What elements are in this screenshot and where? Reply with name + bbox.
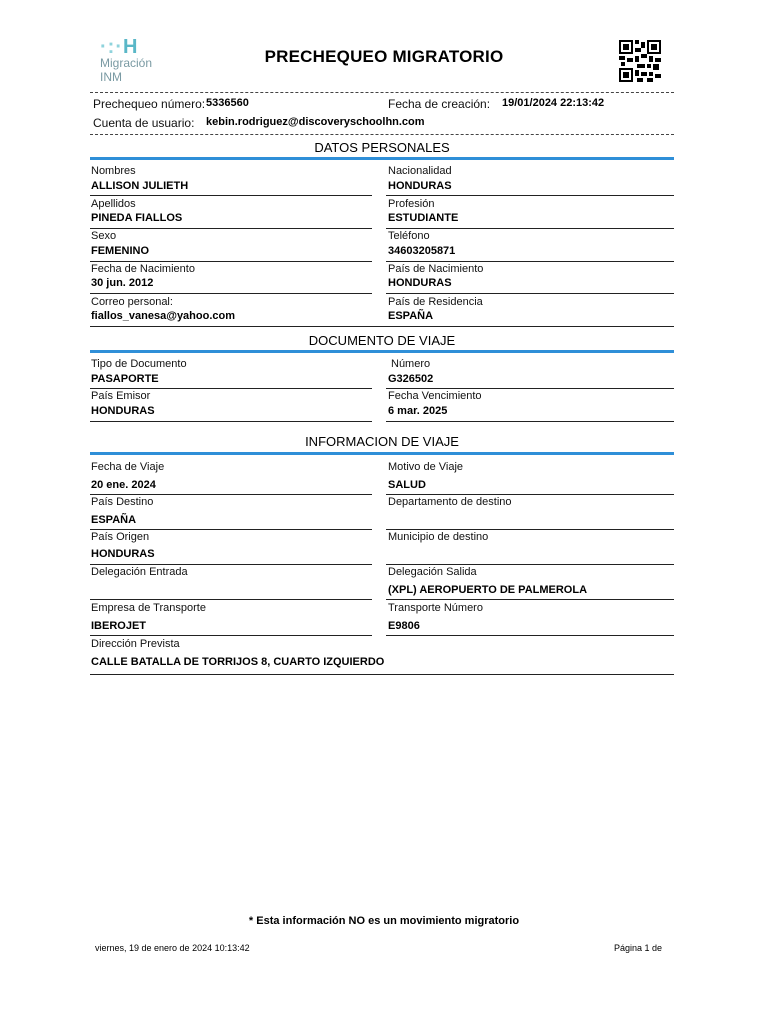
field-underline: [90, 494, 372, 495]
pais-destino-label: País Destino: [91, 496, 154, 508]
fecha-nacimiento-value: 30 jun. 2012: [91, 277, 154, 289]
telefono-value: 34603205871: [388, 245, 456, 257]
empresa-transporte-label: Empresa de Transporte: [91, 602, 206, 614]
pais-nacimiento-value: HONDURAS: [388, 277, 452, 289]
fecha-viaje-label: Fecha de Viaje: [91, 461, 165, 473]
logo-subtext: INM: [100, 70, 122, 84]
page-title: PRECHEQUEO MIGRATORIO: [264, 47, 504, 66]
section-title-datos-personales: DATOS PERSONALES: [314, 140, 450, 155]
divider: [90, 134, 674, 135]
nombres-label: Nombres: [91, 165, 136, 177]
field-underline: [386, 635, 674, 636]
transporte-numero-label: Transporte Número: [388, 602, 483, 614]
prechequeo-label: Prechequeo número:: [93, 97, 206, 111]
numero-label: Número: [391, 358, 431, 370]
nombres-value: ALLISON JULIETH: [91, 180, 189, 192]
pais-origen-label: País Origen: [91, 531, 150, 543]
municipio-destino-label: Municipio de destino: [388, 531, 489, 543]
field-underline: [386, 195, 674, 196]
tipo-documento-value: PASAPORTE: [91, 373, 159, 385]
field-underline: [90, 388, 372, 389]
tipo-documento-label: Tipo de Documento: [91, 358, 187, 370]
fecha-vencimiento-value: 6 mar. 2025: [388, 405, 448, 417]
divider: [90, 92, 674, 93]
cuenta-label: Cuenta de usuario:: [93, 116, 195, 130]
apellidos-value: PINEDA FIALLOS: [91, 212, 183, 224]
disclaimer-note: * Esta información NO es un movimiento migratorio: [248, 915, 520, 927]
pais-emisor-value: HONDURAS: [91, 405, 155, 417]
nacionalidad-label: Nacionalidad: [388, 165, 452, 177]
field-underline: [90, 635, 372, 636]
field-underline: [90, 195, 372, 196]
fecha-creacion-label: Fecha de creación:: [388, 97, 491, 111]
section-title-documento-viaje: DOCUMENTO DE VIAJE: [308, 333, 456, 348]
delegacion-entrada-label: Delegación Entrada: [91, 566, 188, 578]
numero-value: G326502: [388, 373, 434, 385]
pais-nacimiento-label: País de Nacimiento: [388, 263, 484, 275]
fecha-viaje-value: 20 ene. 2024: [91, 479, 156, 491]
field-underline: [90, 564, 372, 565]
pais-origen-value: HONDURAS: [91, 548, 155, 560]
profesion-label: Profesión: [388, 198, 435, 210]
page-number: Página 1 de: [614, 943, 663, 953]
qr-code-icon: [619, 40, 661, 82]
pais-residencia-label: País de Residencia: [388, 296, 483, 308]
logo-text: Migración: [100, 56, 153, 70]
field-underline: [90, 529, 372, 530]
nacionalidad-value: HONDURAS: [388, 180, 452, 192]
empresa-transporte-value: IBEROJET: [91, 620, 147, 632]
print-timestamp: viernes, 19 de enero de 2024 10:13:42: [95, 943, 250, 953]
field-underline: [90, 261, 372, 262]
correo-label: Correo personal:: [91, 296, 173, 308]
field-underline: [386, 261, 674, 262]
sexo-label: Sexo: [91, 230, 117, 242]
field-underline: [386, 529, 674, 530]
field-underline: [90, 228, 372, 229]
field-underline: [386, 599, 674, 600]
pais-emisor-label: País Emisor: [91, 390, 151, 402]
apellidos-label: Apellidos: [91, 198, 136, 210]
pais-destino-value: ESPAÑA: [91, 514, 137, 526]
section-title-informacion-viaje: INFORMACION DE VIAJE: [305, 434, 459, 449]
motivo-viaje-label: Motivo de Viaje: [388, 461, 464, 473]
section-rule: [90, 350, 674, 353]
delegacion-salida-label: Delegación Salida: [388, 566, 477, 578]
profesion-value: ESTUDIANTE: [388, 212, 459, 224]
fecha-creacion-value: 19/01/2024 22:13:42: [502, 97, 605, 109]
cuenta-value: kebin.rodriguez@discoveryschoolhn.com: [206, 116, 425, 128]
direccion-prevista-value: CALLE BATALLA DE TORRIJOS 8, CUARTO IZQUIERDO: [91, 656, 385, 668]
field-underline: [386, 494, 674, 495]
logo-mark-icon: ·:·H: [100, 36, 139, 58]
field-underline: [90, 293, 372, 294]
transporte-numero-value: E9806: [388, 620, 420, 632]
fecha-vencimiento-label: Fecha Vencimiento: [388, 390, 482, 402]
section-rule: [90, 452, 674, 455]
telefono-label: Teléfono: [388, 230, 430, 242]
prechequeo-value: 5336560: [206, 97, 249, 109]
field-underline: [386, 564, 674, 565]
direccion-prevista-label: Dirección Prevista: [91, 638, 180, 650]
delegacion-salida-value: (XPL) AEROPUERTO DE PALMEROLA: [388, 584, 588, 596]
section-rule: [90, 157, 674, 160]
motivo-viaje-value: SALUD: [388, 479, 426, 491]
divider: [90, 674, 674, 675]
field-underline: [90, 421, 372, 422]
fecha-nacimiento-label: Fecha de Nacimiento: [91, 263, 195, 275]
sexo-value: FEMENINO: [91, 245, 150, 257]
divider: [90, 326, 674, 327]
field-underline: [90, 599, 372, 600]
correo-value: fiallos_vanesa@yahoo.com: [91, 310, 236, 322]
departamento-destino-label: Departamento de destino: [388, 496, 512, 508]
pais-residencia-value: ESPAÑA: [388, 310, 434, 322]
field-underline: [386, 228, 674, 229]
field-underline: [386, 388, 674, 389]
field-underline: [386, 293, 674, 294]
field-underline: [386, 421, 674, 422]
